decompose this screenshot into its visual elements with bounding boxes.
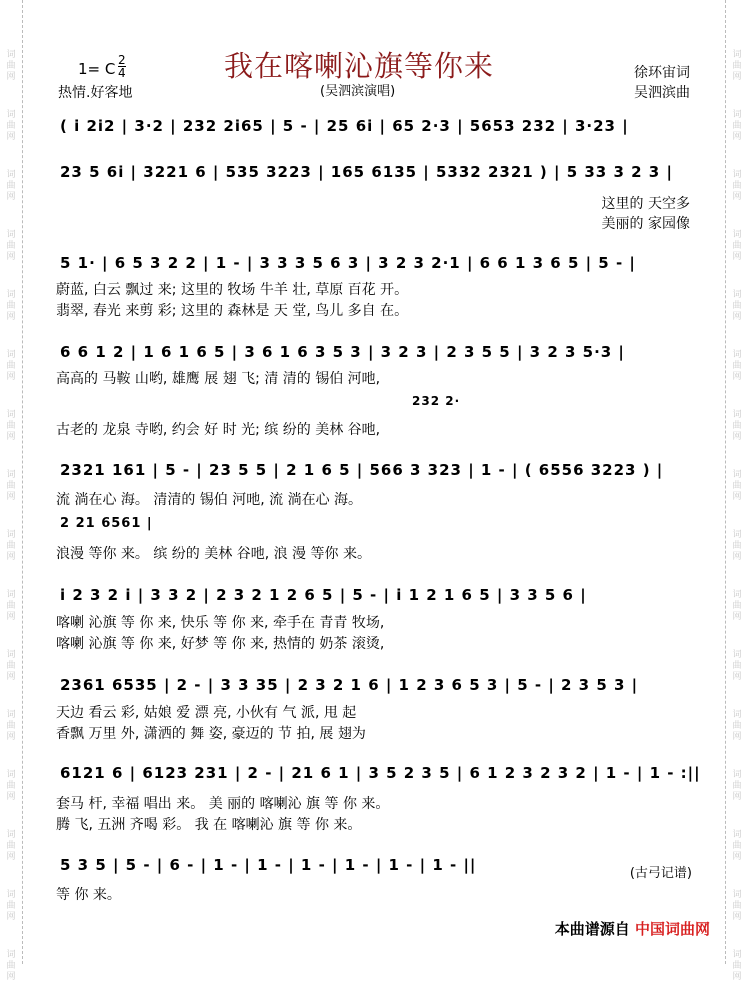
lyric-line-10a: 等 你 来。 [56, 887, 121, 903]
lyric-line-2a: 这里的 天空多 [601, 196, 690, 212]
key-signature: 1= C [78, 60, 116, 78]
singer-credit: (吴泗滨演唱) [320, 84, 396, 99]
watermark-glyph: 词 曲 网 [732, 410, 742, 442]
watermark-glyph: 词 曲 网 [6, 290, 16, 322]
time-signature-top: 2 [118, 53, 126, 67]
watermark-glyph: 词 曲 网 [6, 470, 16, 502]
lyric-line-7b: 喀喇 沁旗 等 你 来, 好梦 等 你 来, 热情的 奶茶 滚烫, [56, 636, 385, 652]
watermark-glyph: 词 曲 网 [6, 350, 16, 382]
right-watermark-column [725, 0, 748, 982]
score-line-10: 5 3 5 | 5 - | 6 - | 1 - | 1 - | 1 - | 1 - | 1 - | 1 - || [60, 856, 477, 874]
score-line-9: 6121 6 | 6123 231 | 2 - | 21 6 1 | 3 5 2 3 5 | 6 1 2 3 2 3 2 | 1 - | 1 - :|| [60, 764, 701, 782]
lyric-line-7a: 喀喇 沁旗 等 你 来, 快乐 等 你 来, 牵手在 青青 牧场, [56, 615, 385, 631]
notation-credit: (古弓记谱) [629, 866, 692, 881]
watermark-glyph: 词 曲 网 [6, 110, 16, 142]
watermark-glyph: 词 曲 网 [6, 530, 16, 562]
watermark-glyph: 词 曲 网 [6, 650, 16, 682]
watermark-glyph: 词 曲 网 [732, 890, 742, 922]
watermark-glyph: 词 曲 网 [6, 830, 16, 862]
lyricist-credit: 徐环宙词 [634, 65, 690, 81]
watermark-glyph: 词 曲 网 [732, 290, 742, 322]
watermark-glyph: 词 曲 网 [6, 50, 16, 82]
watermark-glyph: 词 曲 网 [732, 470, 742, 502]
watermark-glyph: 词 曲 网 [6, 590, 16, 622]
watermark-glyph: 词 曲 网 [732, 710, 742, 742]
watermark-glyph: 词 曲 网 [6, 170, 16, 202]
left-watermark-column [0, 0, 23, 982]
watermark-glyph: 词 曲 网 [6, 410, 16, 442]
score-line-8: 2361 6535 | 2 - | 3 3 35 | 2 3 2 1 6 | 1 2 3 6 5 3 | 5 - | 2 3 5 3 | [60, 676, 639, 694]
score-line-2: 23 5 6i | 3221 6 | 535 3223 | 165 6135 | 5332 2321 ) | 5 33 3 2 3 | [60, 163, 673, 181]
watermark-glyph: 词 曲 网 [732, 530, 742, 562]
watermark-glyph: 词 曲 网 [732, 590, 742, 622]
watermark-glyph: 词 曲 网 [6, 890, 16, 922]
watermark-glyph: 词 曲 网 [6, 710, 16, 742]
score-line-6: 2 21 6561 | [60, 516, 153, 531]
lyric-line-9a: 套马 杆, 幸福 唱出 来。 美 丽的 喀喇沁 旗 等 你 来。 [56, 796, 390, 812]
song-title: 我在喀喇沁旗等你来 [224, 49, 495, 83]
time-signature-bottom: 4 [118, 66, 126, 80]
score-line-1: ( i 2i2 | 3·2 | 232 2i65 | 5 - | 25 6i | 65 2·3 | 5653 232 | 3·23 | [60, 117, 629, 135]
watermark-glyph: 词 曲 网 [732, 170, 742, 202]
watermark-glyph: 词 曲 网 [6, 950, 16, 982]
lyric-line-9b: 腾 飞, 五洲 齐喝 彩。 我 在 喀喇沁 旗 等 你 来。 [56, 817, 362, 833]
score-variant-4: 232 2· [412, 394, 461, 408]
watermark-glyph: 词 曲 网 [732, 650, 742, 682]
watermark-glyph: 词 曲 网 [732, 50, 742, 82]
lyric-line-6a: 浪漫 等你 来。 缤 纷的 美林 谷吔, 浪 漫 等你 来。 [56, 546, 371, 562]
source-prefix: 本曲谱源自 [554, 920, 630, 938]
score-line-4: 6 6 1 2 | 1 6 1 6 5 | 3 6 1 6 3 5 3 | 3 2 3 | 2 3 5 5 | 3 2 3 5·3 | [60, 343, 625, 361]
score-line-3: 5 1· | 6 5 3 2 2 | 1 - | 3 3 3 5 6 3 | 3 2 3 2·1 | 6 6 1 3 6 5 | 5 - | [60, 254, 636, 272]
source-site-link[interactable]: 中国词曲网 [634, 920, 710, 938]
score-line-7: i 2 3 2 i | 3 3 2 | 2 3 2 1 2 6 5 | 5 - | i 1 2 1 6 5 | 3 3 5 6 | [60, 586, 587, 604]
watermark-glyph: 词 曲 网 [6, 230, 16, 262]
watermark-glyph: 词 曲 网 [732, 230, 742, 262]
lyric-line-4a: 高高的 马鞍 山哟, 雄鹰 展 翅 飞; 清 清的 锡伯 河吔, [56, 371, 381, 387]
watermark-glyph: 词 曲 网 [732, 110, 742, 142]
lyric-line-8a: 天边 看云 彩, 姑娘 爱 漂 亮, 小伙有 气 派, 甩 起 [56, 705, 357, 721]
tempo-marking: 热情.好客地 [58, 85, 133, 101]
lyric-line-2b: 美丽的 家园像 [601, 216, 690, 232]
lyric-line-3a: 蔚蓝, 白云 飘过 来; 这里的 牧场 牛羊 壮, 草原 百花 开。 [56, 282, 409, 298]
watermark-glyph: 词 曲 网 [6, 770, 16, 802]
lyric-line-4b: 古老的 龙泉 寺哟, 约会 好 时 光; 缤 纷的 美林 谷吔, [56, 422, 381, 438]
lyric-line-5a: 流 淌在心 海。 清清的 锡伯 河吔, 流 淌在心 海。 [56, 492, 363, 508]
source-footer [555, 918, 710, 939]
score-line-5: 2321 161 | 5 - | 23 5 5 | 2 1 6 5 | 566 3 323 | 1 - | ( 6556 3223 ) | [60, 461, 664, 479]
watermark-glyph: 词 曲 网 [732, 950, 742, 982]
watermark-glyph: 词 曲 网 [732, 770, 742, 802]
time-signature [118, 54, 126, 79]
lyric-line-3b: 翡翠, 春光 来剪 彩; 这里的 森林是 天 堂, 鸟儿 多自 在。 [56, 303, 409, 319]
lyric-line-8b: 香飘 万里 外, 潇洒的 舞 姿, 豪迈的 节 拍, 展 翅为 [56, 726, 366, 742]
watermark-glyph: 词 曲 网 [732, 350, 742, 382]
watermark-glyph: 词 曲 网 [732, 830, 742, 862]
composer-credit: 吴泗滨曲 [634, 85, 690, 101]
